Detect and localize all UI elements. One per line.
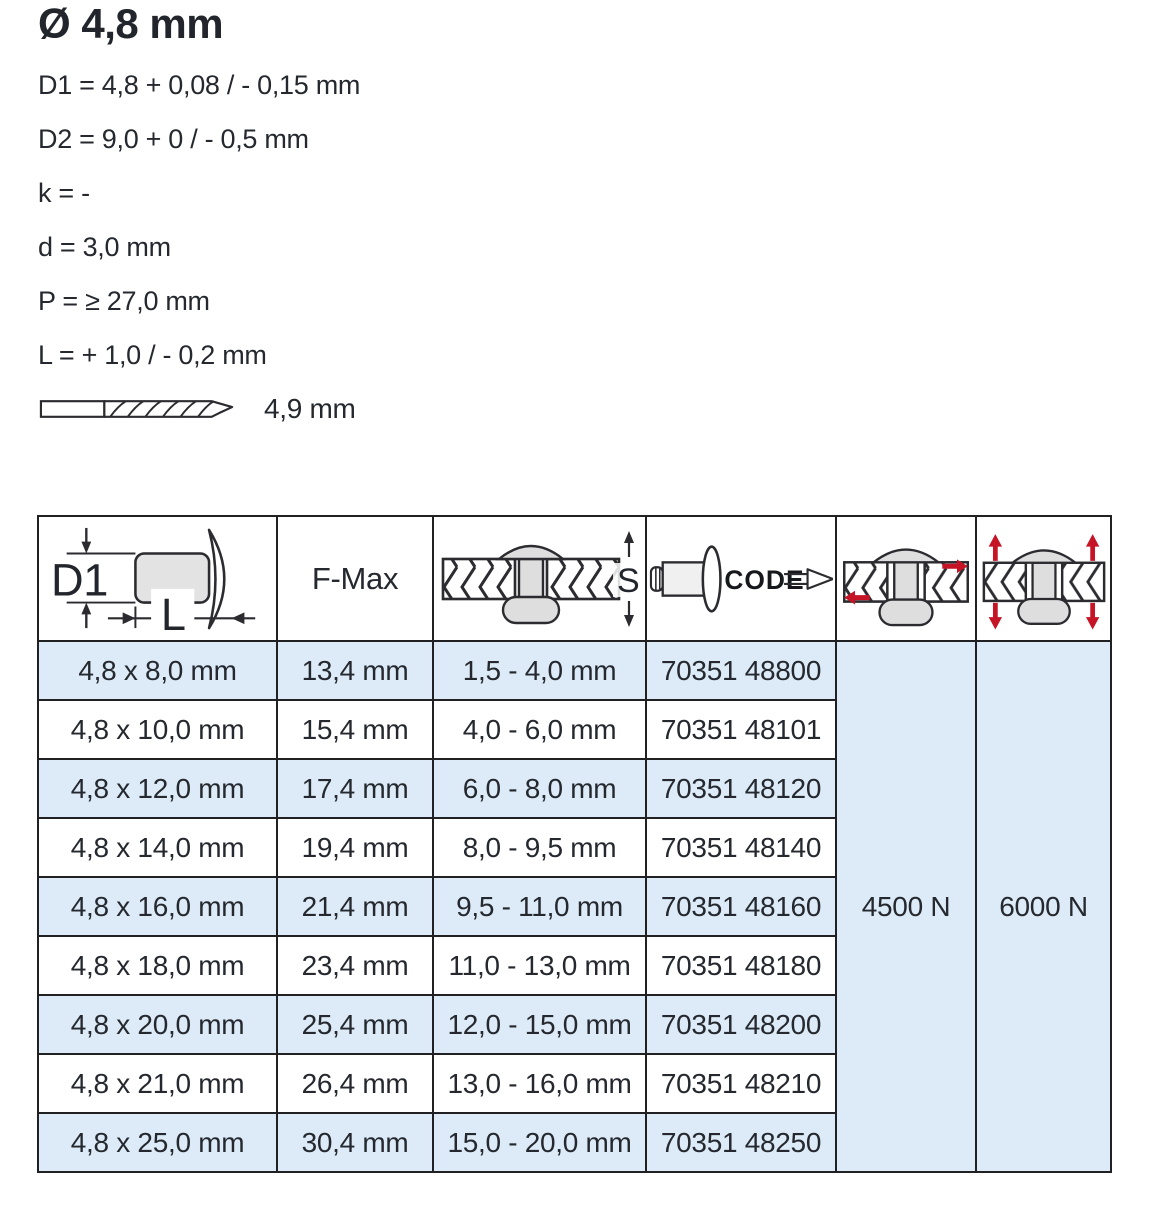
fmax-label: F-Max [311, 560, 399, 596]
svg-text:CODE: CODE [724, 564, 805, 595]
fmax-cell: 19,4 mm [277, 818, 433, 877]
grip-cell: 6,0 - 8,0 mm [433, 759, 646, 818]
size-cell: 4,8 x 14,0 mm [38, 818, 277, 877]
drill-size-label: 4,9 mm [264, 393, 356, 424]
page-title: Ø 4,8 mm [38, 0, 224, 47]
size-cell: 4,8 x 8,0 mm [38, 641, 277, 700]
fmax-cell: 23,4 mm [277, 936, 433, 995]
fmax-cell: 25,4 mm [277, 995, 433, 1054]
header-tensile-strength [976, 516, 1111, 641]
fmax-cell: 26,4 mm [277, 1054, 433, 1113]
size-cell: 4,8 x 10,0 mm [38, 700, 277, 759]
code-cell: 70351 48210 [646, 1054, 836, 1113]
fmax-cell: 17,4 mm [277, 759, 433, 818]
grip-range-icon [441, 527, 639, 631]
grip-cell: 11,0 - 13,0 mm [433, 936, 646, 995]
shear-strength-icon [842, 529, 970, 629]
tensile-value-cell: 6000 N [976, 641, 1111, 1172]
code-cell: 70351 48800 [646, 641, 836, 700]
size-cell: 4,8 x 12,0 mm [38, 759, 277, 818]
fmax-cell: 30,4 mm [277, 1113, 433, 1172]
header-dimensions [38, 516, 277, 641]
tensile-strength-icon [982, 524, 1106, 634]
code-cell: 70351 48160 [646, 877, 836, 936]
grip-cell: 1,5 - 4,0 mm [433, 641, 646, 700]
rivet-dimension-icon [49, 523, 267, 635]
grip-cell: 13,0 - 16,0 mm [433, 1054, 646, 1113]
header-shear-strength [836, 516, 976, 641]
spec-d2: D2 = 9,0 + 0 / - 0,5 mm [38, 124, 309, 154]
rivet-spec-table [37, 515, 1112, 1173]
spec-p: P = ≥ 27,0 mm [38, 286, 210, 316]
code-cell: 70351 48180 [646, 936, 836, 995]
size-cell: 4,8 x 25,0 mm [38, 1113, 277, 1172]
code-cell: 70351 48101 [646, 700, 836, 759]
rivet-code-icon [649, 538, 833, 620]
grip-cell: 8,0 - 9,5 mm [433, 818, 646, 877]
drill-bit-icon [38, 392, 238, 426]
fmax-cell: 13,4 mm [277, 641, 433, 700]
fmax-cell: 21,4 mm [277, 877, 433, 936]
grip-cell: 12,0 - 15,0 mm [433, 995, 646, 1054]
header-fmax [277, 516, 433, 641]
spec-list [38, 58, 360, 382]
svg-text:S: S [616, 561, 639, 600]
table-row [38, 641, 1111, 700]
size-cell: 4,8 x 20,0 mm [38, 995, 277, 1054]
header-code [646, 516, 836, 641]
spec-d1: D1 = 4,8 + 0,08 / - 0,15 mm [38, 70, 361, 100]
size-cell: 4,8 x 18,0 mm [38, 936, 277, 995]
svg-text:D1: D1 [50, 554, 108, 606]
code-cell: 70351 48250 [646, 1113, 836, 1172]
shear-value-cell: 4500 N [836, 641, 976, 1172]
code-cell: 70351 48200 [646, 995, 836, 1054]
spec-k: k = - [38, 178, 90, 208]
fmax-cell: 15,4 mm [277, 700, 433, 759]
code-cell: 70351 48120 [646, 759, 836, 818]
grip-cell: 9,5 - 11,0 mm [433, 877, 646, 936]
size-cell: 4,8 x 16,0 mm [38, 877, 277, 936]
svg-text:L: L [160, 588, 186, 635]
spec-d: d = 3,0 mm [38, 232, 171, 262]
drill-row [38, 392, 356, 426]
size-cell: 4,8 x 21,0 mm [38, 1054, 277, 1113]
table-header-row [38, 516, 1111, 641]
spec-l: L = + 1,0 / - 0,2 mm [38, 340, 267, 370]
grip-cell: 4,0 - 6,0 mm [433, 700, 646, 759]
header-grip-range [433, 516, 646, 641]
code-cell: 70351 48140 [646, 818, 836, 877]
grip-cell: 15,0 - 20,0 mm [433, 1113, 646, 1172]
